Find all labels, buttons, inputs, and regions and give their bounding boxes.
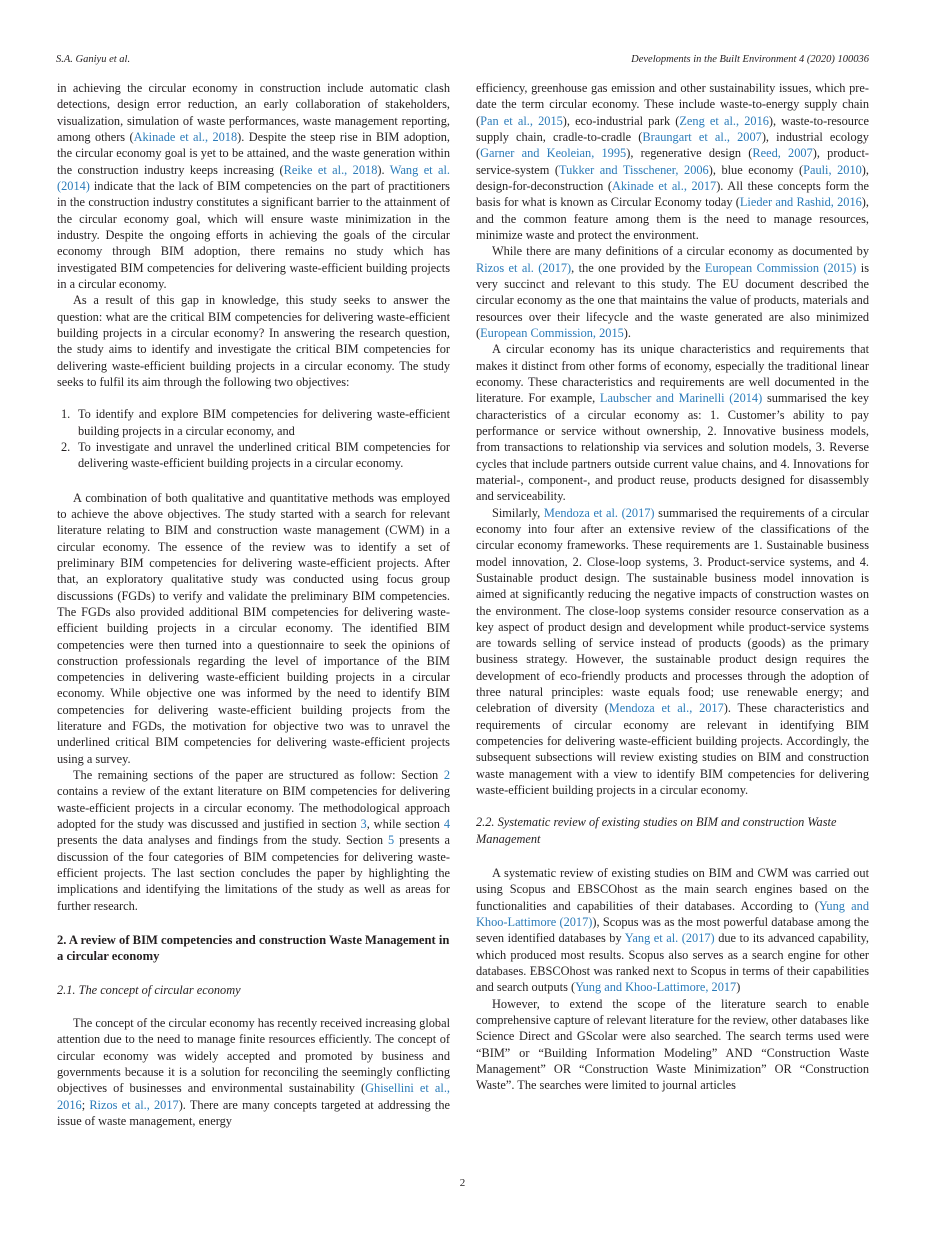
paragraph-intro-continued: in achieving the circular economy in construction include automatic clash detections, design error reduction, an early collaboration of stakeholders, visualization, simulation of waste performances, waste management reporting, among others (Akinade et al., 2018). Despite the steep rise in BIM adoption, the circular economy goal is yet to be attained, and the waste generation within the construction industry keeps increasing (Reike et al., 2018). Wang et al. (2014) indicate that the lack of BIM competencies on the part of practitioners in the construction industry constitutes a significant barrier to the attainment of the circular economy goal, which will ensure waste minimization in the industry. Despite the ongoing efforts in achieving the goals of the circular economy through BIM adoption, there remains no study which has investigated BIM competencies for delivering waste-efficient building projects in a circular economy. (57, 81, 451, 291)
paragraph-research-question: As a result of this gap in knowledge, this study seeks to answer the question: what are the critical BIM competencies for delivering waste-efficient building projects in a circular economy? In answering the research question, the study aims to identify and investigate the critical BIM competencies for delivering waste-efficient building projects in a circular economy. The study seeks to fulfil its aim through the following two objectives: (57, 293, 450, 389)
paragraph-methods-overview: A combination of both qualitative and quantitative methods was employed to achieve the above objectives. The study started with a search for relevant literature relating to BIM and construction waste management (CWM) in a circular economy. The essence of the review was to identify a set of preliminary BIM competencies for delivering waste-efficient projects. After that, an exploratory qualitative study was conducted using focus group discussions (FGDs) to verify and validate the preliminary BIM competencies. The FGDs also provided additional BIM competencies for delivering waste-efficient building projects in a circular economy. The identified BIM competencies were then turned into a questionnaire to seek the opinions of construction professionals regarding the level of importance of the BIM competencies in delivering waste-efficient building projects in a circular economy. While objective one was informed by the need to identify BIM competencies for delivering waste-efficient building projects from the literature and FGDs, the motivation for objective two was to unravel the underlined critical BIM competencies for delivering waste-efficient projects using a survey. (57, 490, 450, 766)
citation-link[interactable]: Rizos et al., 2017 (89, 1097, 179, 1112)
citation-link[interactable]: Pauli, 2010 (803, 162, 862, 177)
citation-link[interactable]: Yung and Khoo-Lattimore, 2017 (575, 980, 737, 995)
paragraph-search-scope: However, to extend the scope of the literature search to enable comprehensive capture of relevant literature for the review, other databases like Science Direct and GScolar were also searched. The search terms used were “BIM” or “Building Information Modeling” AND “Construction Waste Management” OR “Construction Waste Minimization” OR “Construction Waste”. The searches were limited to journal articles (476, 996, 869, 1093)
subsection-heading: 2.2. Systematic review of existing studies on BIM and construction Waste Management (476, 815, 837, 846)
left-column (57, 80, 450, 1129)
citation-link[interactable]: Reed, 2007 (752, 146, 813, 161)
citation-link[interactable]: Laubscher and Marinelli (2014) (599, 391, 763, 406)
objective-item: 1. To identify and explore BIM competencies for delivering waste-efficient building projects in a circular economy, and (61, 407, 450, 438)
objectives-list (57, 406, 450, 471)
paragraph-systematic-review: A systematic review of existing studies on BIM and CWM was carried out using Scopus and EBSCOhost as the main search engines based on the functionalities and capabilities of their databases. According to (Yung and Khoo-Lattimore (2017)), Scopus was as the most powerful database among the seven identified databases by Yang et al. (2017) due to its advanced capability, which produced most results. Scopus also serves as a search engine for other databases. EBSCOhost was ranked next to Scopus in terms of their capabilities and search outputs (Yung and Khoo-Lattimore, 2017) (476, 866, 869, 995)
objective-item: 2. To investigate and unravel the underlined critical BIM competencies for delivering waste-efficient building projects in a circular economy. (61, 439, 450, 471)
running-header-authors: S.A. Ganiyu et al. (56, 54, 131, 65)
citation-link[interactable]: Akinade et al., 2017 (611, 178, 717, 193)
citation-link[interactable]: Ghisellini et al., 2016 (57, 1081, 450, 1112)
citation-link[interactable]: Braungart et al., 2007 (642, 129, 762, 144)
citation-link[interactable]: Mendoza et al., 2017 (608, 701, 724, 716)
citation-link[interactable]: Garner and Keoleian, 1995 (480, 146, 627, 161)
right-column (476, 80, 869, 1094)
subsection-heading: 2.1. The concept of circular economy (57, 982, 241, 997)
paragraph-ce-characteristics: A circular economy has its unique characteristics and requirements that makes it distinct from other forms of economy, especially the traditional linear economy. These characteristics and requirements are well documented in the literature. For example, Laubscher and Marinelli (2014) summarised the key characteristics of a circular economy as: 1. Customer’s ability to pay performance or service without ownership, 2. Innovative business models, from transactions to relationship via services and solution models, 3. Reverse cycles that include partners outside current value chains, and 4. Innovations for material-, component-, and product reuse, products designed for disassembly and serviceability. (476, 342, 869, 504)
section-link[interactable]: 3 (360, 817, 367, 832)
citation-link[interactable]: Wang et al. (2014) (57, 162, 451, 193)
citation-link[interactable]: Yang et al. (2017) (624, 931, 715, 946)
citation-link[interactable]: European Commission (2015) (704, 260, 857, 275)
citation-link[interactable]: Reike et al., 2018 (283, 162, 378, 177)
section-link[interactable]: 2 (443, 768, 450, 783)
citation-link[interactable]: Yung and Khoo-Lattimore (2017) (476, 898, 869, 930)
section-link[interactable]: 5 (387, 833, 395, 848)
citation-link[interactable]: Zeng et al., 2016 (679, 113, 769, 128)
citation-link[interactable]: European Commission, 2015 (480, 325, 624, 340)
citation-link[interactable]: Tukker and Tisschener, 2006 (559, 162, 709, 177)
citation-link[interactable]: Pan et al., 2015 (480, 113, 563, 128)
paragraph-paper-structure: The remaining sections of the paper are structured as follow: Section 2 contains a review of the extant literature on BIM competencies for delivering waste-efficient projects in a circular economy. The methodological approach adopted for the study was discussed and justified in section 3, while section 4 presents the data analyses and findings from the study. Section 5 presents a discussion of the four categories of BIM competencies for delivering waste-efficient projects. The last section concludes the paper by highlighting the implications and identifying the limitations of the study as well as areas for further research. (57, 768, 450, 913)
citation-link[interactable]: Lieder and Rashid, 2016 (739, 195, 862, 210)
citation-link[interactable]: Rizos et al. (2017) (476, 260, 572, 275)
page-number: 2 (459, 1177, 466, 1189)
citation-link[interactable]: Mendoza et al. (2017) (543, 505, 655, 520)
section-link[interactable]: 4 (443, 817, 450, 832)
paragraph-ce-definition: While there are many definitions of a circular economy as documented by Rizos et al. (2017), the one provided by the European Commission (2015) is very succinct and relevant to this study. The EU document described the circular economy as the one that maintains the value of products, materials and resources over their lifecycle and the waste generated are also minimized (European Commission, 2015). (476, 244, 870, 340)
paragraph-related-concepts: efficiency, greenhouse gas emission and other sustainability issues, which pre-date the term circular economy. These include waste-to-energy supply chain (Pan et al., 2015), eco-industrial park (Zeng et al., 2016), waste-to-resource supply chain, cradle-to-cradle (Braungart et al., 2007), industrial ecology (Garner and Keoleian, 1995), regenerative design (Reed, 2007), product-service-system (Tukker and Tisschener, 2006), blue economy (Pauli, 2010), design-for-deconstruction (Akinade et al., 2017). All these concepts form the basis for what is known as Circular Economy today (Lieder and Rashid, 2016), and the common feature among them is the need to manage resources, minimize waste and protect the environment. (476, 81, 870, 242)
running-header-journal: Developments in the Built Environment 4 (2020) 100036 (631, 54, 869, 65)
citation-link[interactable]: Akinade et al., 2018 (133, 129, 238, 144)
section-heading: 2. A review of BIM competencies and construction Waste Management in a circular economy (57, 933, 450, 964)
paragraph-circular-economy-concept: The concept of the circular economy has recently received increasing global attention due to the need to manage finite resources efficiently. The concept of circular economy was widely accepted and promoted by business and governments because it is a solution for reconciling the seemingly conflicting objectives of businesses and environmental sustainability (Ghisellini et al., 2016; Rizos et al., 2017). There are many concepts targeted at addressing the issue of waste management, energy (57, 1016, 450, 1129)
paragraph-ce-requirements: Similarly, Mendoza et al. (2017) summarised the requirements of a circular economy into four after an extensive review of the classifications of the circular economy frameworks. These requirements are 1. Sustainable business model innovation, 2. Close-loop systems, 3. Product-service systems, and 4. Sustainable product design. The sustainable business model innovation is aimed at significantly reducing the negative impacts of construction wastes on the environment. The close-loop systems consider resource conservation as a key aspect of product design and development while product-service systems are towards selling of service instead of products (goods) as the primary business strategy. However, the sustainable product design requires the development of eco-friendly products and processes through the adoption of three natural principles: waste equals food; use renewable energy; and celebration of diversity (Mendoza et al., 2017). These characteristics and requirements of circular economy are relevant in identifying BIM competencies for delivering waste-efficient building projects. Accordingly, the subsequent subsections will review existing studies on BIM and construction waste management with a view to identify BIM competencies for delivering waste-efficient building projects in a circular economy. (476, 505, 869, 798)
